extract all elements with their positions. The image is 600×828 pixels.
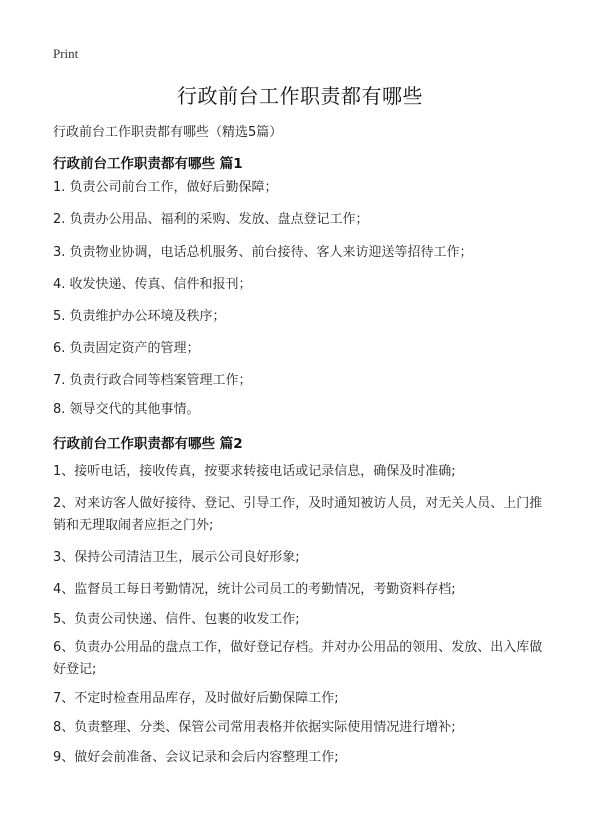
list-item: 3、保持公司清洁卫生，展示公司良好形象; bbox=[53, 550, 300, 565]
section-heading-1: 行政前台工作职责都有哪些 篇1 bbox=[53, 156, 243, 172]
section-heading-2: 行政前台工作职责都有哪些 篇2 bbox=[53, 436, 243, 452]
list-item: 6. 负责固定资产的管理； bbox=[53, 341, 200, 356]
list-item: 5. 负责维护办公环境及秩序； bbox=[53, 309, 226, 324]
list-item: 1. 负责公司前台工作，做好后勤保障； bbox=[53, 180, 278, 195]
list-item: 7、不定时检查用品库存，及时做好后勤保障工作; bbox=[53, 691, 339, 706]
list-item: 9、做好会前准备、会议记录和会后内容整理工作; bbox=[53, 750, 339, 765]
list-item: 5、负责公司快递、信件、包裹的收发工作; bbox=[53, 612, 300, 627]
page-subtitle: 行政前台工作职责都有哪些（精选5篇） bbox=[53, 125, 283, 140]
list-item: 2. 负责办公用品、福利的采购、发放、盘点登记工作； bbox=[53, 212, 369, 227]
list-item: 1、接听电话，接收传真，按要求转接电话或记录信息，确保及时准确; bbox=[53, 464, 456, 479]
list-item: 3. 负责物业协调，电话总机服务、前台接待、客人来访迎送等招待工作； bbox=[53, 245, 473, 260]
list-item: 2、对来访客人做好接待、登记、引导工作，及时通知被访人员，对无关人员、上门推销和无理取闹者应拒之门外; bbox=[53, 496, 543, 533]
list-item: 8. 领导交代的其他事情。 bbox=[53, 402, 200, 417]
list-item: 7. 负责行政合同等档案管理工作； bbox=[53, 373, 252, 388]
list-item: 4. 收发快递、传真、信件和报刊； bbox=[53, 277, 252, 292]
list-item: 6、负责办公用品的盘点工作，做好登记存档。并对办公用品的领用、发放、出入库做好登记; bbox=[53, 640, 543, 677]
list-item: 4、监督员工每日考勤情况，统计公司员工的考勤情况，考勤资料存档; bbox=[53, 582, 456, 597]
print-label[interactable]: Print bbox=[53, 46, 79, 61]
list-item: 8、负责整理、分类、保管公司常用表格并依据实际使用情况进行增补; bbox=[53, 720, 456, 735]
page-title: 行政前台工作职责都有哪些 bbox=[177, 84, 423, 108]
